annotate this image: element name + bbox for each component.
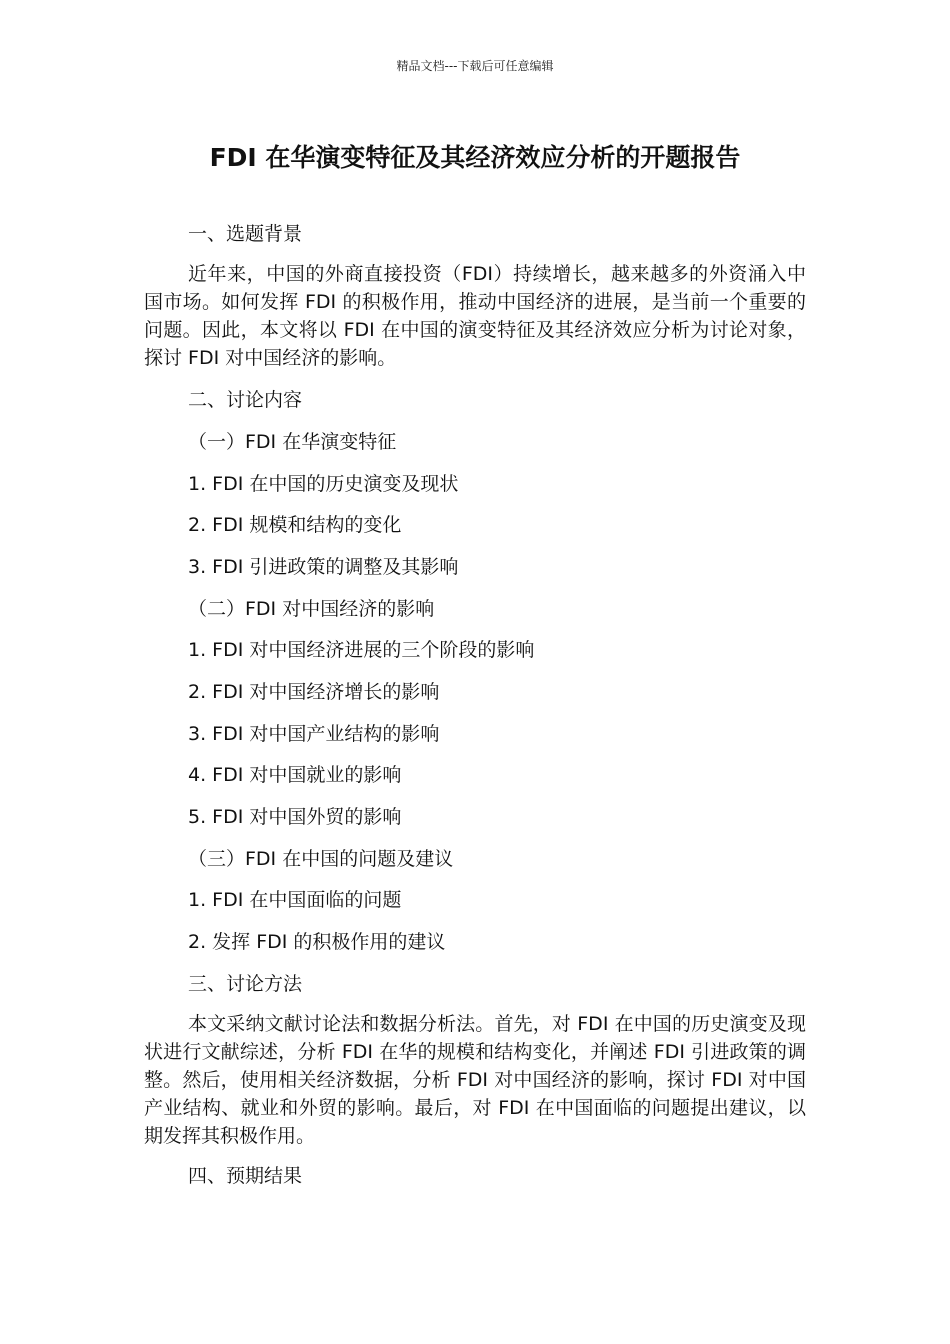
list-item: 1. FDI 在中国面临的问题 [188,889,402,911]
subsection-heading-issues: （三）FDI 在中国的问题及建议 [188,848,454,870]
list-item: 2. 发挥 FDI 的积极作用的建议 [188,931,446,953]
document-title: FDI 在华演变特征及其经济效应分析的开题报告 [209,143,741,172]
list-item: 4. FDI 对中国就业的影响 [188,764,402,786]
list-item: 2. FDI 规模和结构的变化 [188,514,402,536]
list-item: 3. FDI 引进政策的调整及其影响 [188,556,459,578]
list-item: 1. FDI 在中国的历史演变及现状 [188,473,459,495]
section-heading-results: 四、预期结果 [188,1165,303,1187]
section-heading-background: 一、选题背景 [188,223,303,245]
paragraph-method: 本文采纳文献讨论法和数据分析法。首先，对 FDI 在中国的历史演变及现状进行文献综述，分析 FDI 在华的规模和结构变化，并阐述 FDI 引进政策的调整。然后，使用相关经济数据，分析 FDI 对中国经济的影响，探讨 FDI 对中国产业结构、就业和外贸的影响。最后，对 FDI 在中国面临的问题提出建议，以期发挥其积极作用。 [144,1013,806,1147]
subsection-heading-impact: （二）FDI 对中国经济的影响 [188,598,435,620]
list-item: 3. FDI 对中国产业结构的影响 [188,723,440,745]
header-note: 精品文档---下载后可任意编辑 [396,59,554,73]
list-item: 5. FDI 对中国外贸的影响 [188,806,402,828]
section-heading-content: 二、讨论内容 [188,389,303,411]
section-heading-method: 三、讨论方法 [188,973,303,995]
paragraph-background: 近年来，中国的外商直接投资（FDI）持续增长，越来越多的外资涌入中国市场。如何发挥 FDI 的积极作用，推动中国经济的进展，是当前一个重要的问题。因此，本文将以 FDI 在中国的演变特征及其经济效应分析为讨论对象，探讨 FDI 对中国经济的影响。 [144,263,806,369]
list-item: 1. FDI 对中国经济进展的三个阶段的影响 [188,639,535,661]
list-item: 2. FDI 对中国经济增长的影响 [188,681,440,703]
subsection-heading-evolution: （一）FDI 在华演变特征 [188,431,397,453]
